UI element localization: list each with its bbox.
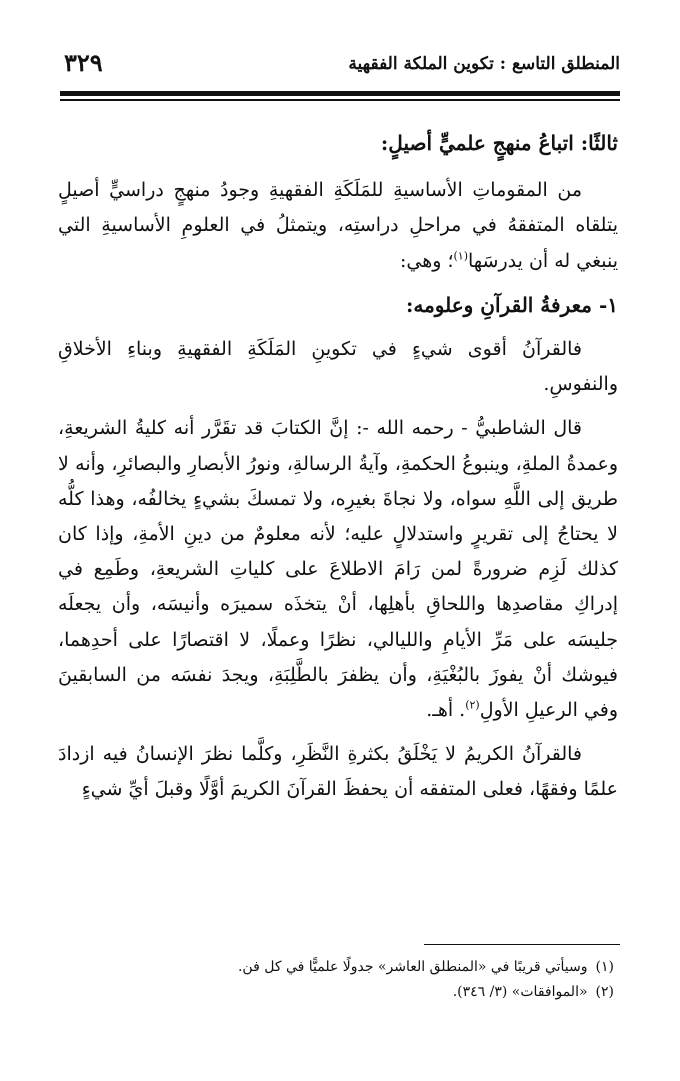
footnote-ref-1: (١) [453, 249, 468, 263]
footnote-1 [60, 955, 614, 980]
footnote-1-text: وسيأتي قريبًا في «المنطلق العاشر» جدولًا علميًّا في كل فن. [237, 959, 588, 975]
section-heading: ثالثًا: اتباعُ منهجٍ علميٍّ أصيلٍ: [380, 131, 618, 155]
paragraph-3 [58, 411, 618, 728]
header-rule-thick [60, 91, 620, 96]
subsection-heading: ١- معرفةُ القرآنِ وعلومه: [405, 292, 618, 317]
paragraph-4: فالقرآنُ الكريمُ لا يَخْلَقُ بكثرةِ النَّظَرِ، وكلَّما نظرَ الإنسانُ فيه ازدادَ علمًا وفقهًا، فعلى المتفقه أن يحفظَ القرآنَ الكريمَ أوَّلًا وقبلَ أيِّ شيءٍ [58, 743, 618, 801]
page-header [58, 46, 620, 86]
paragraph-1-text: من المقوماتِ الأساسيةِ للمَلَكَةِ الفقهيةِ وجودُ منهجٍ دراسيٍّ أصيلٍ يتلقاه المتفقهُ في مراحلِ دراستِه، ويتمثلُ في العلومِ الأساسيةِ التي ينبغي له أن يدرسَها [58, 179, 618, 272]
paragraph-3-text: قال الشاطبيُّ - رحمه الله -: إنَّ الكتابَ قد تقَرَّر أنه كليةُ الشريعةِ، وعمدةُ الملةِ، وينبوعُ الحكمةِ، وآيةُ الرسالةِ، ونورُ الأبصارِ والبصائرِ، وأنه لا طريق إلى اللَّهِ سواه، ولا نجاةَ بغيرِه، ولا تمسكَ بشيءٍ يخالفُه، وهذا كلُّه لا يحتاجُ إلى تقريرٍ واستدلالٍ عليه؛ لأنه معلومٌ من دينِ الأمةِ، وإذا كان كذلك لَزِم ضرورةً لمن رَامَ الاطلاعَ على كلياتِ الشريعةِ، وطَمِع في إدراكِ مقاصدِها واللحاقِ بأهلِها، أنْ يتخذَه سميرَه وأنيسَه، وأن يجعلَه جليسَه على مَرِّ الأيامِ والليالي، نظرًا وعملًا، لا اقتصارًا على أحدِهما، فيوشك أنْ يفوزَ بالبُغْيَةِ، وأن يظفرَ بالطَّلِبَةِ، ويجدَ نفسَه من السابقينَ وفي الرعيلِ الأولِ [58, 417, 618, 722]
page-number: ٣٢٩ [64, 48, 103, 77]
main-text [58, 126, 618, 808]
paragraph-1 [58, 173, 618, 279]
footnote-2-text: «الموافقات» (٣/ ٣٤٦). [452, 984, 588, 1000]
footnote-1-number: (١) [595, 959, 614, 975]
running-title: المنطلق التاسع : تكوين الملكة الفقهية [348, 54, 620, 74]
footnote-separator [424, 944, 620, 945]
footnote-ref-2: (٢) [465, 698, 480, 712]
footnotes [60, 955, 614, 1005]
footnote-2 [60, 980, 614, 1005]
paragraph-2: فالقرآنُ أقوى شيءٍ في تكوينِ المَلَكَةِ الفقهيةِ وبناءِ الأخلاقِ والنفوسِ. [58, 338, 618, 396]
paragraph-3-tail: . أهـ. [426, 699, 466, 722]
footnote-2-number: (٢) [595, 984, 614, 1000]
paragraph-1-tail: ؛ وهي: [399, 249, 454, 272]
header-rule-thin [60, 99, 620, 101]
